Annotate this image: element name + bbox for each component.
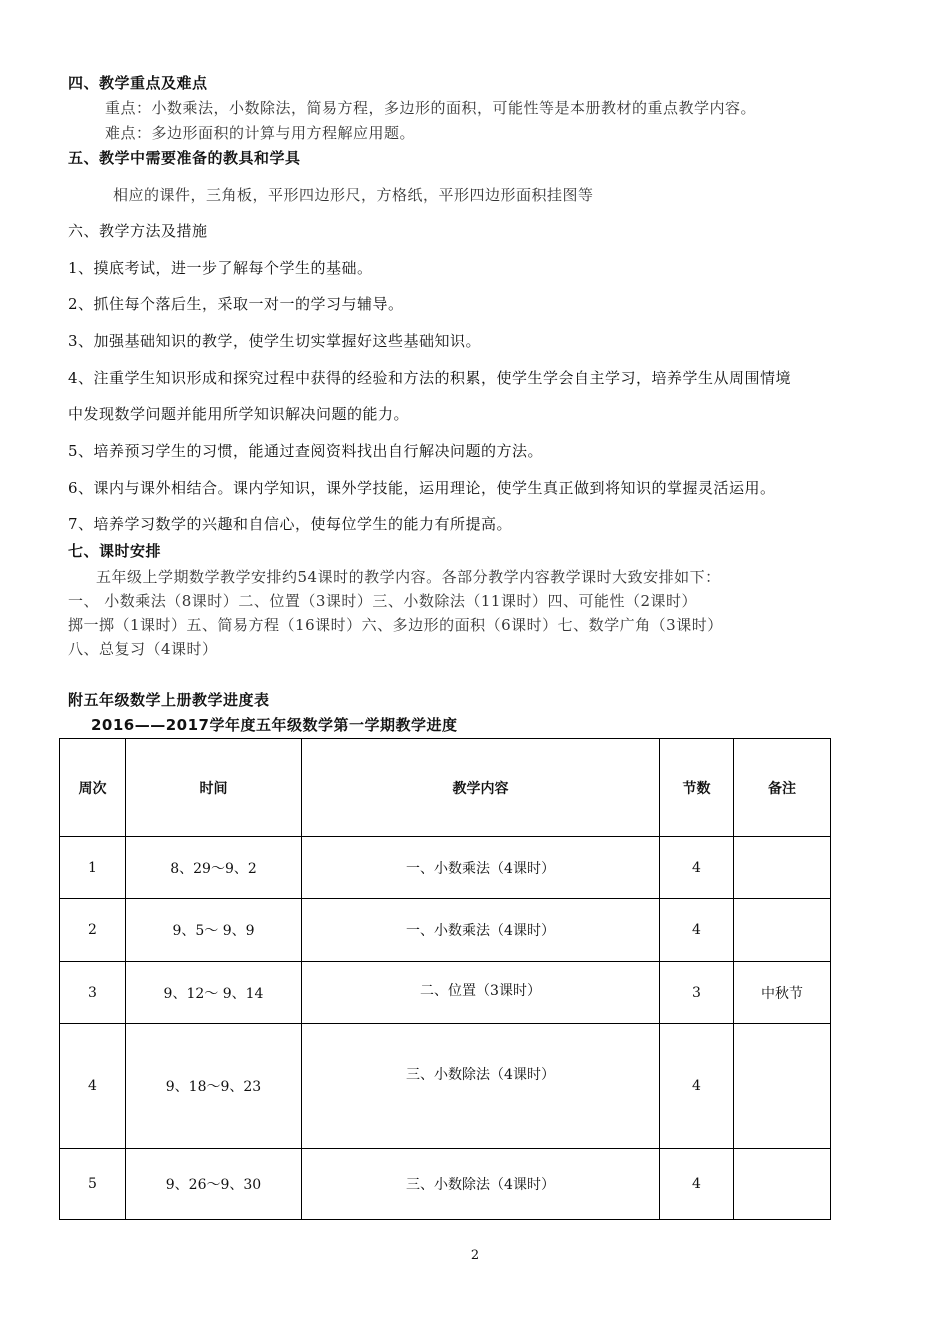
section-7-line: 掷一掷（1课时）五、简易方程（16课时）六、多边形的面积（6课时）七、数学广角（3课时）: [68, 616, 723, 634]
section-6-item: 3、加强基础知识的教学，使学生切实掌握好这些基础知识。: [68, 332, 482, 350]
cell-time: 9、18～9、23: [126, 1024, 302, 1149]
cell-week: 5: [60, 1149, 126, 1220]
section-6-item: 2、抓住每个落后生，采取一对一的学习与辅导。: [68, 295, 404, 313]
section-6-item: 中发现数学问题并能用所学知识解决问题的能力。: [68, 405, 410, 423]
section-6-item: 6、课内与课外相结合。课内学知识，课外学技能，运用理论，使学生真正做到将知识的掌握灵活运用。: [68, 479, 776, 497]
header-content: 教学内容: [302, 739, 660, 837]
section-4-title: 四、教学重点及难点: [68, 74, 208, 92]
cell-count: 4: [660, 1024, 734, 1149]
cell-time: 9、5～ 9、9: [126, 899, 302, 962]
cell-time: 9、12～ 9、14: [126, 962, 302, 1024]
table-title: 2016——2017学年度五年级数学第一学期教学进度: [91, 716, 458, 734]
header-week: 周次: [60, 739, 126, 837]
cell-time: 8、29～9、2: [126, 837, 302, 899]
cell-count: 4: [660, 899, 734, 962]
cell-week: 4: [60, 1024, 126, 1149]
section-4-difficulties: 难点：多边形面积的计算与用方程解应用题。: [105, 124, 416, 142]
cell-time: 9、26～9、30: [126, 1149, 302, 1220]
header-count: 节数: [660, 739, 734, 837]
section-7-title: 七、课时安排: [68, 542, 162, 560]
cell-note: 中秋节: [734, 962, 831, 1024]
page-number: 2: [470, 1248, 480, 1263]
section-4-key-points: 重点：小数乘法，小数除法，简易方程，多边形的面积，可能性等是本册教材的重点教学内容。: [105, 99, 757, 117]
cell-content: 三、小数除法（4课时）: [302, 1024, 660, 1149]
section-7-line: 八、总复习（4课时）: [68, 640, 218, 658]
header-note: 备注: [734, 739, 831, 837]
table-row: [60, 837, 831, 899]
section-6-title: 六、教学方法及措施: [68, 222, 208, 240]
header-time: 时间: [126, 739, 302, 837]
appendix-title: 附五年级数学上册教学进度表: [68, 691, 270, 709]
cell-count: 4: [660, 1149, 734, 1220]
cell-note: [734, 837, 831, 899]
cell-note: [734, 1149, 831, 1220]
table-row: [60, 962, 831, 1024]
cell-week: 1: [60, 837, 126, 899]
section-5-body: 相应的课件，三角板，平形四边形尺，方格纸，平形四边形面积挂图等: [113, 186, 594, 204]
cell-count: 4: [660, 837, 734, 899]
table-row: [60, 1149, 831, 1220]
cell-content: 三、小数除法（4课时）: [302, 1149, 660, 1220]
table-row: [60, 899, 831, 962]
table-row: [60, 1024, 831, 1149]
section-7-line: 五年级上学期数学教学安排约54课时的教学内容。各部分教学内容教学课时大致安排如下：: [96, 568, 721, 586]
section-6-item: 1、摸底考试，进一步了解每个学生的基础。: [68, 259, 373, 277]
cell-content: 二、位置（3课时）: [302, 962, 660, 1024]
cell-content: 一、小数乘法（4课时）: [302, 899, 660, 962]
cell-note: [734, 1024, 831, 1149]
section-7-line: 一、 小数乘法（8课时）二、位置（3课时）三、小数除法（11课时）四、可能性（2课时）: [68, 592, 697, 610]
section-5-title: 五、教学中需要准备的教具和学具: [68, 149, 301, 167]
cell-note: [734, 899, 831, 962]
section-6-item: 5、培养预习学生的习惯，能通过查阅资料找出自行解决问题的方法。: [68, 442, 544, 460]
cell-week: 3: [60, 962, 126, 1024]
schedule-table: [59, 738, 831, 1220]
cell-content: 一、小数乘法（4课时）: [302, 837, 660, 899]
section-6-item: 7、培养学习数学的兴趣和自信心，使每位学生的能力有所提高。: [68, 515, 513, 533]
table-header-row: [60, 739, 831, 837]
cell-week: 2: [60, 899, 126, 962]
section-6-item: 4、注重学生知识形成和探究过程中获得的经验和方法的积累，使学生学会自主学习，培养学生从周围情境: [68, 369, 792, 387]
cell-count: 3: [660, 962, 734, 1024]
